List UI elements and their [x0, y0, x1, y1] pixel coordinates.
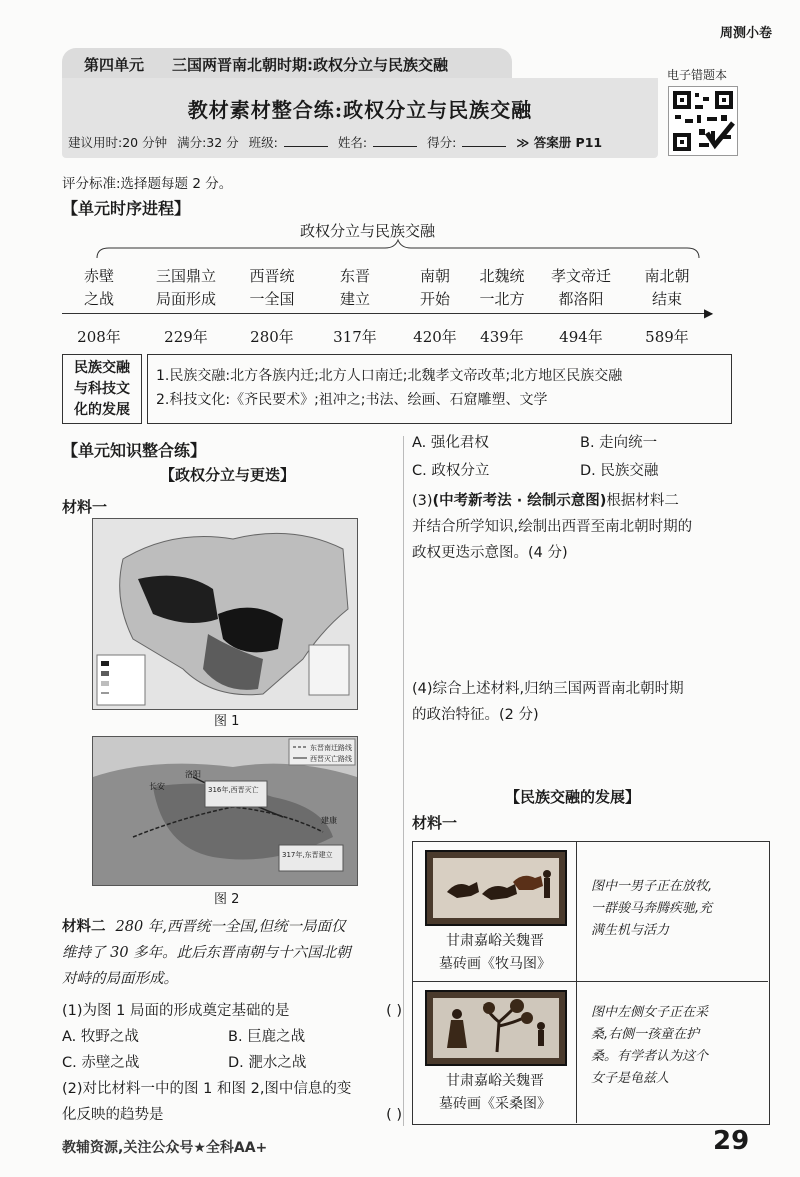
timeline-year: 589年 [645, 328, 689, 346]
class-label: 班级: [248, 135, 278, 150]
timeline-year: 420年 [413, 328, 457, 346]
question-3-text-2: 并结合所学知识,绘制出西晋至南北朝时期的 [412, 519, 693, 535]
question-1-answer-paren[interactable]: ( ) [386, 1003, 402, 1019]
map-figure-2 [92, 736, 358, 886]
legend-western-route: 西晋灭亡路线 [310, 755, 352, 763]
ethnic-subtitle: 【民族交融的发展】 [505, 788, 641, 806]
material-2-label: 材料二 [62, 918, 106, 935]
question-3-number: (3) [412, 493, 433, 509]
exercise-title: 教材素材整合练:政权分立与民族交融 [187, 98, 533, 122]
question-1-option-b[interactable]: B. 巨鹿之战 [228, 1029, 306, 1045]
unit-title: 三国两晋南北朝时期:政权分立与民族交融 [172, 56, 449, 74]
development-line-1: 1.民族交融:北方各族内迁;北方人口南迁;北魏孝文帝改革;北方地区民族交融 [156, 368, 623, 384]
map-figure-1 [92, 518, 358, 710]
question-3-tag: (中考新考法 · 绘制示意图) [432, 493, 607, 509]
ethnic-material-label: 材料一 [412, 814, 458, 832]
meta-row [68, 133, 608, 151]
material-2-text-1: 280 年,西晋统一全国,但统一局面仅 [115, 919, 346, 935]
timeline-event: 西晋统 一全国 [249, 267, 295, 308]
question-3 [412, 488, 762, 566]
timeline-axis [62, 313, 712, 314]
timeline-arrow-icon: ▶ [704, 306, 714, 320]
label-luoyang: 洛阳 [185, 770, 201, 779]
development-content [147, 354, 732, 424]
ethnic-table [412, 841, 770, 1125]
question-1-option-d[interactable]: D. 淝水之战 [228, 1055, 307, 1071]
grading-standard: 评分标准:选择题每题 2 分。 [62, 176, 233, 192]
question-4-text-2: 的政治特征。(2 分) [412, 707, 539, 723]
table-horizontal-divider [413, 981, 768, 982]
score-blank [462, 136, 506, 147]
label-changan: 长安 [149, 782, 165, 791]
label-jiankang: 建康 [321, 816, 337, 825]
timeline-year: 494年 [559, 328, 603, 346]
page-number: 29 [713, 1126, 750, 1156]
question-2-option-b[interactable]: B. 走向统一 [580, 435, 658, 451]
figure-1-caption: 图 1 [214, 714, 240, 729]
question-1-option-a[interactable]: A. 牧野之战 [62, 1029, 139, 1045]
legend-southern-route: 东晋南迁路线 [310, 744, 352, 752]
question-2-option-d[interactable]: D. 民族交融 [580, 463, 659, 479]
name-blank [373, 136, 417, 147]
question-2-option-c[interactable]: C. 政权分立 [412, 463, 490, 479]
timeline-brace [95, 238, 701, 262]
herding-caption: 甘肃嘉峪关魏晋 墓砖画《牧马图》 [439, 933, 551, 972]
question-2-option-a[interactable]: A. 强化君权 [412, 435, 489, 451]
development-label: 民族交融 与科技文 化的发展 [62, 354, 142, 424]
mulberry-description: 图中左侧女子正在采 桑,右侧一孩童在护 桑。有学者认为这个 女子是龟兹人 [591, 1005, 709, 1086]
unit-number: 第四单元 [84, 56, 145, 74]
timeline-year: 439年 [480, 328, 524, 346]
header-box [62, 78, 658, 158]
question-2-options [412, 430, 752, 486]
timeline-event: 北魏统 一北方 [479, 267, 525, 308]
qr-label: 电子错题本 [667, 68, 728, 82]
question-1-option-c[interactable]: C. 赤壁之战 [62, 1055, 140, 1071]
qr-code-icon[interactable] [668, 86, 738, 156]
table-vertical-divider [576, 842, 577, 1123]
politics-subtitle: 【政权分立与更迭】 [160, 466, 296, 484]
question-4 [412, 676, 762, 728]
score-label: 得分: [427, 135, 457, 150]
painting-herding-image [425, 850, 567, 926]
question-3-text-1: 根据材料二 [606, 493, 679, 509]
material-2 [62, 914, 402, 992]
full-score: 满分:32 分 [177, 135, 239, 150]
material-2-text-2: 维持了 30 多年。此后东晋南朝与十六国北朝 [62, 945, 351, 961]
material-2-text-3: 对峙的局面形成。 [62, 971, 178, 987]
label-dongjin-founded: 317年,东晋建立 [282, 851, 333, 859]
knowledge-section-title: 【单元知识整合练】 [62, 441, 207, 460]
timeline-event: 孝文帝迁 都洛阳 [550, 267, 611, 308]
timeline-event: 东晋 建立 [339, 267, 370, 308]
timeline-year: 208年 [77, 328, 121, 346]
timeline-year: 229年 [164, 328, 208, 346]
name-label: 姓名: [337, 135, 368, 150]
timeline-event: 三国鼎立 局面形成 [155, 267, 216, 308]
question-1-stem: (1)为图 1 局面的形成奠定基础的是 [62, 1003, 290, 1019]
painting-mulberry-image [425, 990, 567, 1066]
label-xijin-fall: 316年,西晋灭亡 [208, 786, 259, 794]
unit-bar [62, 48, 512, 78]
footer-text: 教辅资源,关注公众号★全科AA+ [62, 1140, 268, 1156]
class-blank [284, 136, 328, 147]
suggested-time: 建议用时:20 分钟 [68, 135, 168, 150]
column-divider [403, 436, 404, 1126]
corner-tag: 周测小卷 [719, 26, 772, 41]
timeline-event: 赤壁 之战 [83, 267, 114, 308]
timeline-section-title: 【单元时序进程】 [62, 199, 191, 218]
timeline-year: 280年 [250, 328, 294, 346]
timeline-header: 政权分立与民族交融 [300, 222, 436, 240]
herding-description: 图中一男子正在放牧, 一群骏马奔腾疾驰,充 满生机与活力 [591, 879, 713, 938]
question-2-answer-paren[interactable]: ( ) [386, 1107, 402, 1123]
answer-reference: ≫ 答案册 P11 [516, 135, 603, 150]
question-2-stem-1: (2)对比材料一中的图 1 和图 2,图中信息的变 [62, 1081, 352, 1097]
figure-2-caption: 图 2 [214, 892, 240, 907]
development-line-2: 2.科技文化:《齐民要术》;祖冲之;书法、绘画、石窟雕塑、文学 [156, 392, 548, 408]
question-2-stem-2: 化反映的趋势是 [62, 1107, 164, 1123]
timeline-year: 317年 [333, 328, 377, 346]
timeline-event: 南北朝 结束 [644, 267, 690, 308]
question-4-text-1: (4)综合上述材料,归纳三国两晋南北朝时期 [412, 681, 684, 697]
question-1 [62, 998, 402, 1128]
question-3-text-3: 政权更迭示意图。(4 分) [412, 545, 568, 561]
development-box [62, 354, 732, 424]
mulberry-caption: 甘肃嘉峪关魏晋 墓砖画《采桑图》 [439, 1073, 551, 1112]
timeline-event: 南朝 开始 [419, 267, 450, 308]
material-1-label: 材料一 [62, 498, 108, 516]
